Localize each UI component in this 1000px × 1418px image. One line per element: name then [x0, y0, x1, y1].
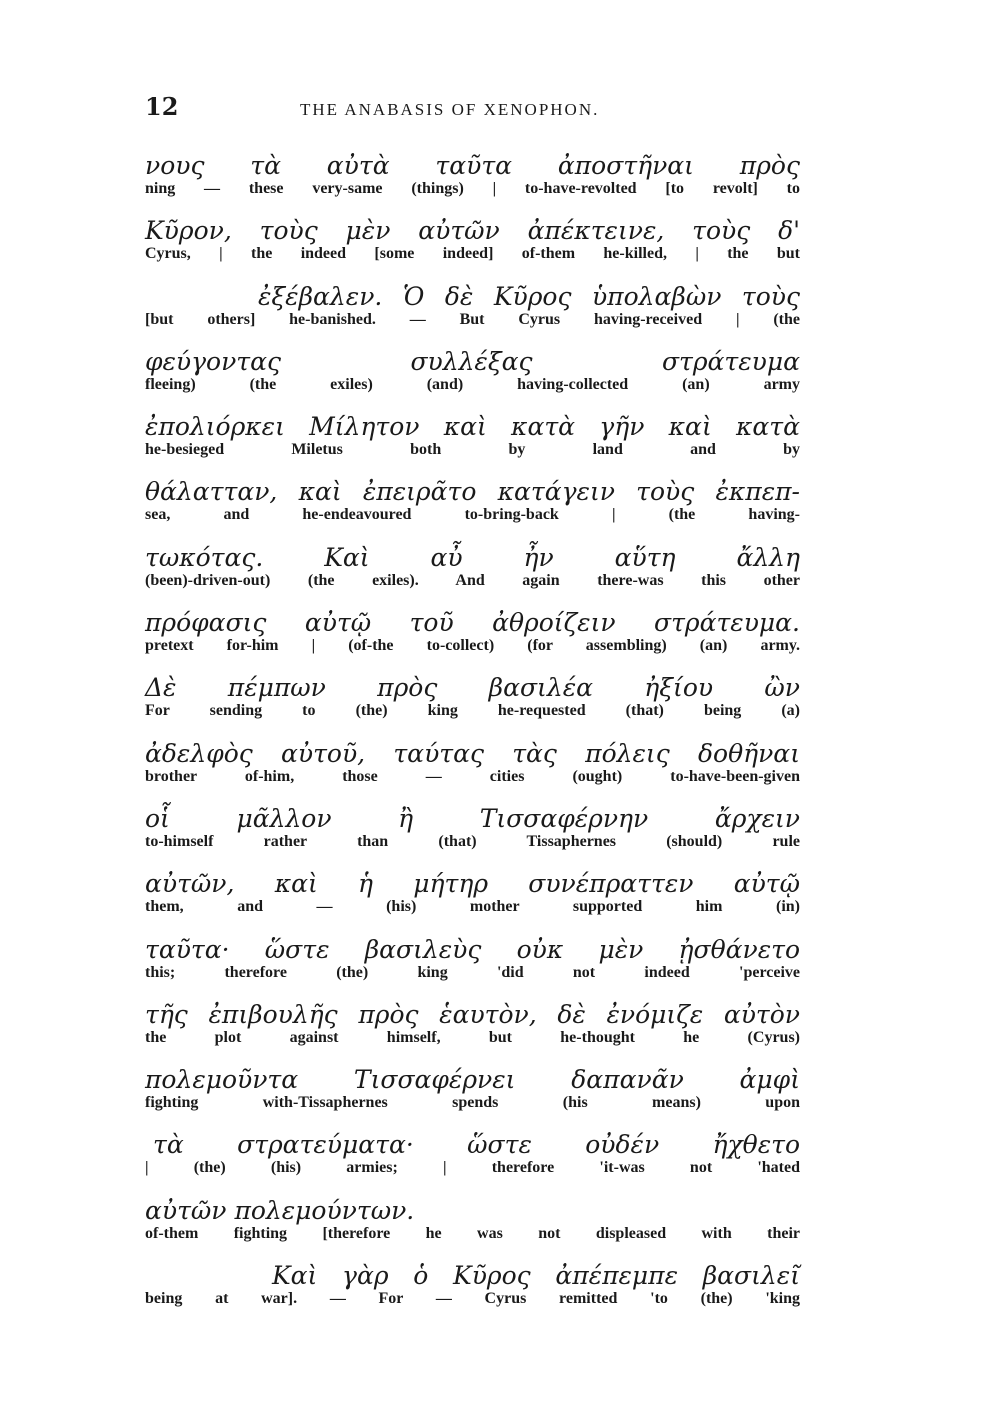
greek-line: φεύγοντας συλλέξας στράτευμα [145, 346, 800, 376]
greek-line: αὐτῶν, καὶ ἡ μήτηρ συνέπραττεν αὐτῷ [145, 869, 800, 899]
greek-line: πρόφασις αὐτῷ τοῦ ἀθροίζειν στράτευμα. [145, 608, 800, 638]
greek-line: οἷ μᾶλλον ἢ Τισσαφέρνην ἄρχειν [145, 803, 800, 833]
english-line: this; therefore (the) king 'did not indeed 'perceive [145, 963, 800, 981]
line-pair [145, 934, 800, 999]
english-line: the plot against himself, but he-thought he (Cyrus) [145, 1028, 800, 1046]
english-line: (been)-driven-out) (the exiles). And again there-was this other [145, 571, 800, 589]
line-pair [145, 672, 800, 737]
greek-line: τῆς ἐπιβουλῆς πρὸς ἑαυτὸν, δὲ ἐνόμιζε αὐτὸν [145, 999, 800, 1029]
line-pair [145, 476, 800, 541]
line-pair [145, 281, 800, 346]
greek-line: τὰ στρατεύματα· ὥστε οὐδέν ἤχθετο [153, 1130, 800, 1160]
line-pair [145, 1064, 800, 1129]
english-line: fleeing) (the exiles) (and) having-collected (an) army [145, 375, 800, 393]
english-line: [but others] he-banished. — But Cyrus having-received | (the [145, 310, 800, 328]
english-line: brother of-him, those — cities (ought) to-have-been-given [145, 767, 800, 785]
greek-line: Δὲ πέμπων πρὸς βασιλέα ἠξίου ὢν [145, 673, 800, 703]
greek-line: θάλατταν, καὶ ἐπειρᾶτο κατάγειν τοὺς ἐκπεπ- [145, 477, 800, 507]
english-line: Cyrus, | the indeed [some indeed] of-them he-killed, | the but [145, 245, 800, 263]
line-pair [145, 607, 800, 672]
running-title: THE ANABASIS OF XENOPHON. [300, 100, 600, 119]
english-line: he-besieged Miletus both by land and by [145, 441, 800, 459]
line-pair [145, 542, 800, 607]
english-line: being at war]. — For — Cyrus remitted 'to (the) 'king [145, 1290, 800, 1308]
greek-line: αὐτῶν πολεμούντων. [145, 1195, 415, 1225]
line-pair [145, 346, 800, 411]
greek-line: Καὶ γὰρ ὁ Κῦρος ἀπέπεμπε βασιλεῖ [272, 1261, 800, 1291]
greek-line: Κῦρον, τοὺς μὲν αὐτῶν ἀπέκτεινε, τοὺς δ' [145, 216, 800, 246]
english-line: For sending to (the) king he-requested (that) being (a) [145, 702, 800, 720]
greek-line: τωκότας. Καὶ αὖ ἦν αὕτη ἄλλη [145, 542, 800, 572]
line-pair [145, 1195, 800, 1260]
line-pair [145, 738, 800, 803]
line-pair [145, 411, 800, 476]
english-line: fighting with-Tissaphernes spends (his means) upon [145, 1094, 800, 1112]
line-pair [145, 1129, 800, 1194]
page-header [145, 92, 800, 124]
page-number: 12 [145, 92, 179, 121]
english-line: them, and — (his) mother supported him (in) [145, 898, 800, 916]
interlinear-text [145, 150, 800, 1325]
line-pair [145, 999, 800, 1064]
english-line: | (the) (his) armies; | therefore 'it-was not 'hated [145, 1159, 800, 1177]
english-line: ning — these very-same (things) | to-have-revolted [to revolt] to [145, 180, 800, 197]
english-line: to-himself rather than (that) Tissaphernes (should) rule [145, 832, 800, 850]
line-pair [145, 215, 800, 280]
english-line: sea, and he-endeavoured to-bring-back | (the having- [145, 506, 800, 524]
greek-line: ἐπολιόρκει Μίλητον καὶ κατὰ γῆν καὶ κατὰ [145, 412, 800, 442]
greek-line: ἐξέβαλεν. Ὁ δὲ Κῦρος ὑπολαβὼν τοὺς [258, 281, 800, 311]
greek-line: ἀδελφὸς αὐτοῦ, ταύτας τὰς πόλεις δοθῆναι [145, 738, 800, 768]
line-pair [145, 803, 800, 868]
greek-line: πολεμοῦντα Τισσαφέρνει δαπανᾶν ἀμφὶ [145, 1065, 800, 1095]
english-line: pretext for-him | (of-the to-collect) (for assembling) (an) army. [145, 637, 800, 655]
line-pair [145, 868, 800, 933]
english-line: of-them fighting [therefore he was not displeased with their [145, 1224, 800, 1242]
line-pair [145, 1260, 800, 1325]
greek-line: νους τὰ αὐτὰ ταῦτα ἀποστῆναι πρὸς [145, 151, 800, 180]
line-pair [145, 150, 800, 215]
greek-line: ταῦτα· ὥστε βασιλεὺς οὐκ μὲν ᾐσθάνετο [145, 934, 800, 964]
